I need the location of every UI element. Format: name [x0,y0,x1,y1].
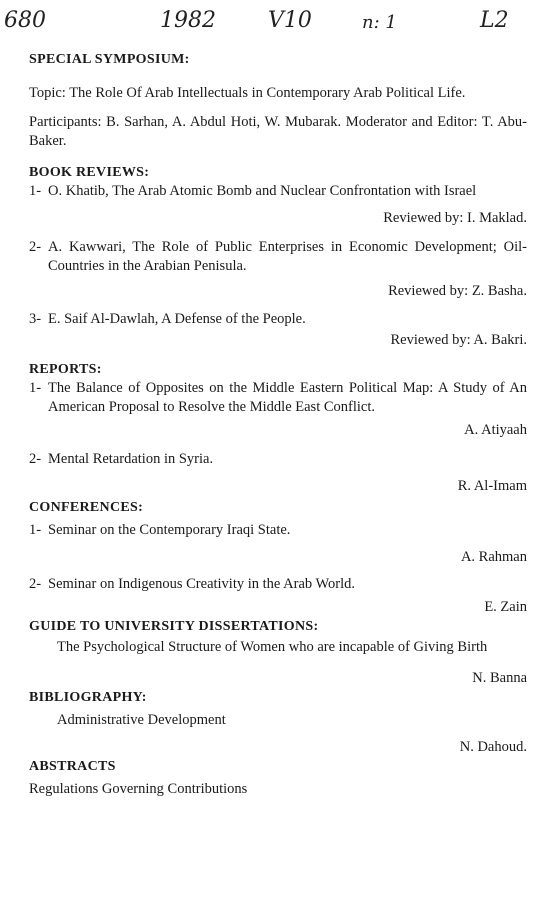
book-reviews-heading: BOOK REVIEWS: [29,165,150,180]
item-text: E. Saif Al-Dawlah, A Defense of the People. [48,311,306,327]
conference-item [29,521,527,567]
reports-heading: REPORTS: [29,362,102,377]
contents-page [29,50,527,799]
item-number: 1- [29,522,42,538]
conferences-heading: CONFERENCES: [29,500,144,515]
item-text: O. Khatib, The Arab Atomic Bomb and Nuclear Confrontation with Israel [48,183,477,199]
item-text: The Balance of Opposites on the Middle Eastern Political Map: A Study of An American Proposal to Resolve the Middle East Conflict. [48,380,527,415]
handwritten-code: L2 [480,8,509,33]
item-number: 1- [29,183,42,199]
item-text: Mental Retardation in Syria. [48,451,214,467]
book-review-item [29,238,527,301]
bibliography-heading: BIBLIOGRAPHY: [29,690,147,705]
reviewer: Reviewed by: I. Maklad. [383,210,527,226]
conference-author: E. Zain [484,599,527,615]
symposium-topic: Topic: The Role Of Arab Intellectuals in Contemporary Arab Political Life. [29,85,466,101]
abstracts-heading: ABSTRACTS [29,759,116,774]
handwritten-volume: V10 [268,8,312,33]
conference-item [29,575,527,617]
item-number: 2- [29,451,42,467]
handwritten-year: 1982 [160,8,216,33]
symposium-participants: Participants: B. Sarhan, A. Abdul Hoti, W. Mubarak. Moderator and Editor: T. Abu-Baker. [29,114,527,149]
item-number: 1- [29,380,42,396]
symposium-heading: SPECIAL SYMPOSIUM: [29,52,190,67]
report-item [29,450,527,496]
dissertation-text: The Psychological Structure of Women who are incapable of Giving Birth [57,639,488,655]
handwritten-issue: n: 1 [362,12,397,33]
dissertation-author: N. Banna [472,670,527,686]
item-text: A. Kawwari, The Role of Public Enterprises in Economic Development; Oil-Countries in the Arabian Penisula. [48,239,527,274]
item-text: Seminar on Indigenous Creativity in the Arab World. [48,576,356,592]
book-review-item [29,310,527,350]
handwritten-notes [0,4,556,40]
bibliography-author: N. Dahoud. [459,739,527,755]
item-number: 3- [29,311,42,327]
item-number: 2- [29,576,42,592]
dissertations-heading: GUIDE TO UNIVERSITY DISSERTATIONS: [29,619,319,634]
report-author: A. Atiyaah [464,422,527,438]
handwritten-number: 680 [4,8,46,33]
conference-author: A. Rahman [460,549,527,565]
item-number: 2- [29,239,42,255]
item-text: Seminar on the Contemporary Iraqi State. [48,522,291,538]
bibliography-text: Administrative Development [57,712,226,728]
reviewer: Reviewed by: Z. Basha. [388,283,527,299]
reviewer: Reviewed by: A. Bakri. [390,332,527,348]
report-item [29,379,527,440]
book-review-item [29,182,527,228]
report-author: R. Al-Imam [457,478,527,494]
abstracts-text: Regulations Governing Contributions [29,781,248,797]
